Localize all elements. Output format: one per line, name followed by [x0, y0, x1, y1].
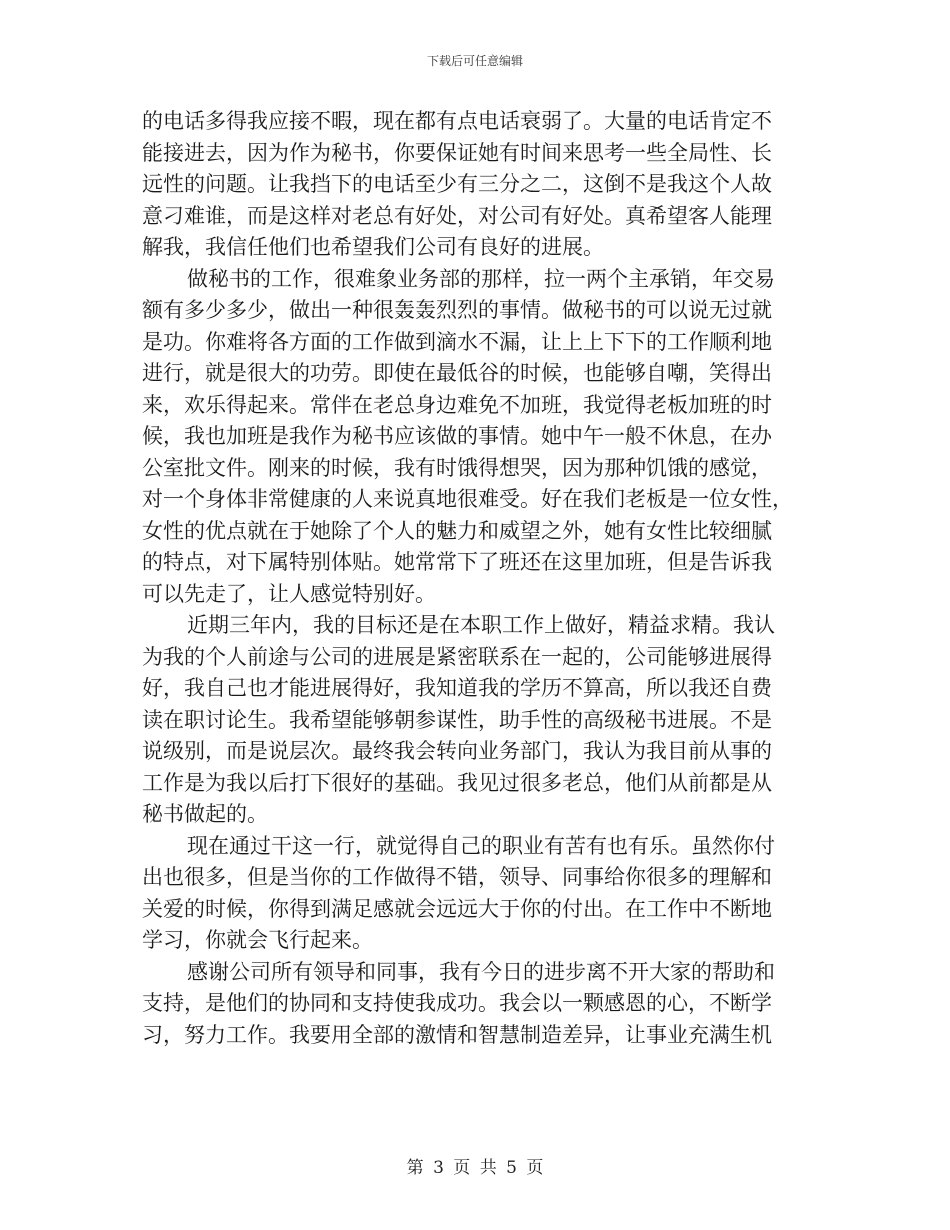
text-line: 来，欢乐得起来。常伴在老总身边难免不加班，我觉得老板加班的时 — [142, 392, 772, 417]
text-line: 学习，你就会飞行起来。 — [142, 928, 373, 952]
text-line: 公室批文件。刚来的时候，我有时饿得想哭，因为那种饥饿的感觉， — [142, 455, 772, 480]
text-line: 远性的问题。让我挡下的电话至少有三分之二，这倒不是我这个人故 — [142, 172, 772, 196]
text-line: 关爱的时候，你得到满足感就会远远大于你的付出。在工作中不断地 — [142, 896, 772, 921]
page-number-footer: 第 3 页 共 5 页 — [406, 1158, 544, 1178]
text-line: 对一个身体非常健康的人来说真地很难受。好在我们老板是一位女性， — [142, 487, 793, 511]
text-line: 进行，就是很大的功劳。即使在最低谷的时候，也能够自嘲，笑得出 — [142, 361, 772, 385]
text-line: 可以先走了，让人感觉特别好。 — [142, 581, 436, 606]
paragraph-start-line: 做秘书的工作，很难象业务部的那样，拉一两个主承销，年交易 — [187, 266, 775, 291]
text-line: 习，努力工作。我要用全部的激情和智慧制造差异，让事业充满生机 — [142, 1022, 772, 1047]
paragraph-start-line: 近期三年内，我的目标还是在本职工作上做好，精益求精。我认 — [187, 613, 775, 637]
text-line: 为我的个人前途与公司的进展是紧密联系在一起的，公司能够进展得 — [142, 644, 772, 669]
text-line: 出也很多，但是当你的工作做得不错，领导、同事给你很多的理解和 — [142, 865, 772, 889]
text-line: 是功。你难将各方面的工作做到滴水不漏，让上上下下的工作顺利地 — [142, 329, 772, 354]
text-line: 秘书做起的。 — [142, 802, 268, 826]
text-line: 的特点，对下属特别体贴。她常常下了班还在这里加班，但是告诉我 — [142, 550, 772, 574]
page-header: 下载后可任意编辑 — [426, 54, 523, 68]
body-text — [142, 106, 802, 1051]
paragraph-start-line: 现在通过干这一行，就觉得自己的职业有苦有也有乐。虽然你付 — [187, 833, 775, 858]
text-line: 工作是为我以后打下很好的基础。我见过很多老总，他们从前都是从 — [142, 770, 772, 795]
text-line: 女性的优点就在于她除了个人的魅力和威望之外，她有女性比较细腻 — [142, 518, 772, 543]
text-line: 读在职讨论生。我希望能够朝参谋性，助手性的高级秘书进展。不是 — [142, 707, 772, 732]
text-line: 的电话多得我应接不暇，现在都有点电话衰弱了。大量的电话肯定不 — [142, 109, 772, 133]
text-line: 解我，我信任他们也希望我们公司有良好的进展。 — [142, 235, 604, 259]
text-line: 好，我自己也才能进展得好，我知道我的学历不算高，所以我还自费 — [142, 676, 772, 700]
text-line: 说级别，而是说层次。最终我会转向业务部门，我认为我目前从事的 — [142, 739, 772, 763]
text-line: 候，我也加班是我作为秘书应该做的事情。她中午一般不休息，在办 — [142, 424, 772, 448]
text-line: 意刁难谁，而是这样对老总有好处，对公司有好处。真希望客人能理 — [142, 203, 772, 228]
paragraph-start-line: 感谢公司所有领导和同事，我有今日的进步离不开大家的帮助和 — [187, 959, 775, 984]
text-line: 额有多少多少，做出一种很轰轰烈烈的事情。做秘书的可以说无过就 — [142, 298, 772, 322]
text-line: 能接进去，因为作为秘书，你要保证她有时间来思考一些全局性、长 — [142, 140, 772, 165]
text-line: 支持，是他们的协同和支持使我成功。我会以一颗感恩的心，不断学 — [142, 991, 772, 1015]
